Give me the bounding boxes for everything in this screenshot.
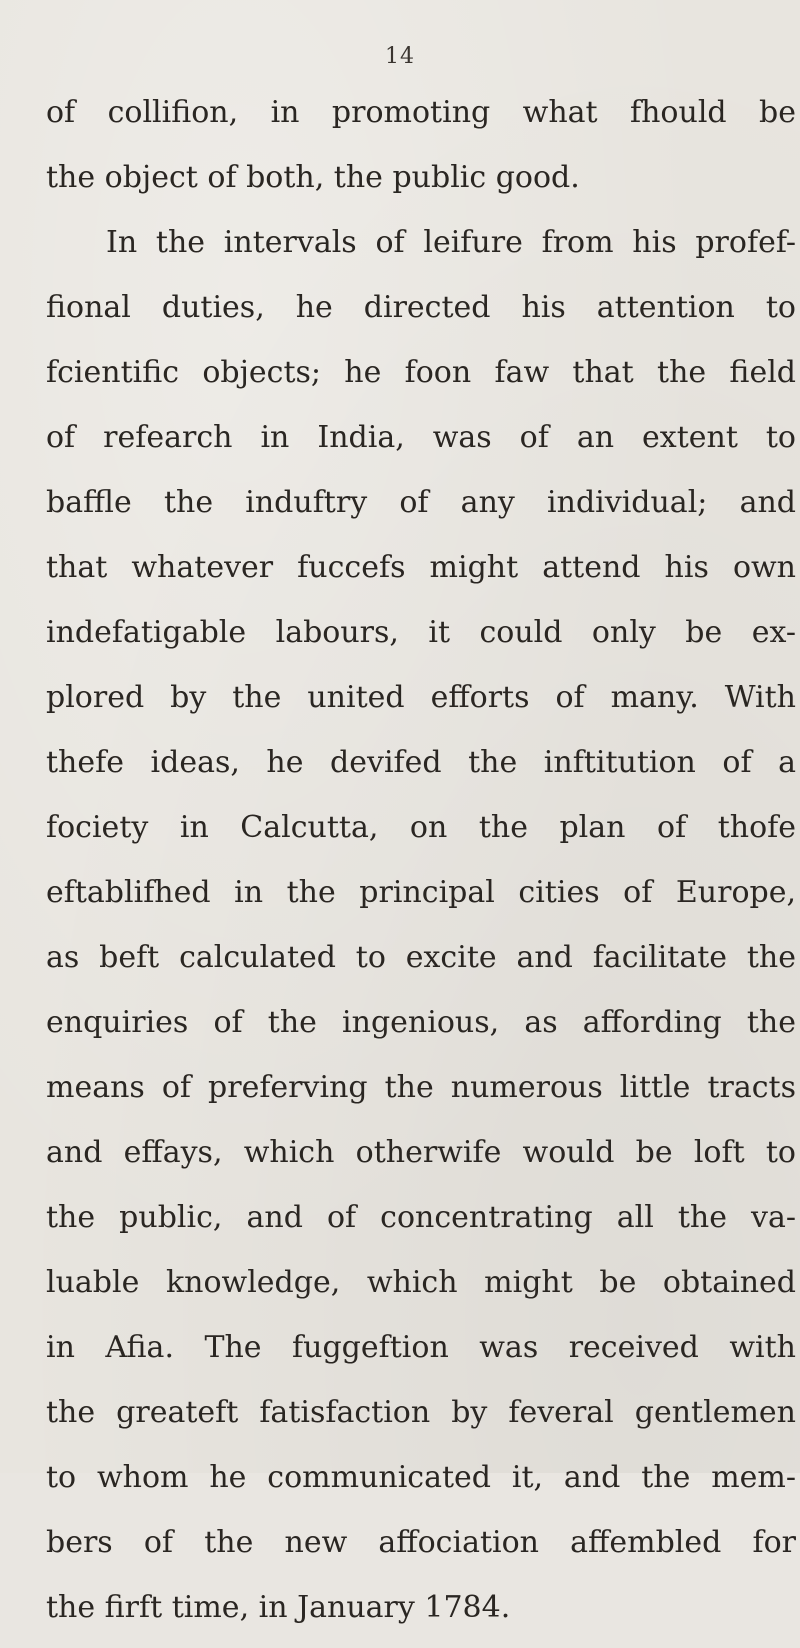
text-line: enquiries of the ingenious, as affording the [46,1005,796,1040]
text-line: of refearch in India, was of an extent to [46,420,796,455]
text-line: fociety in Calcutta, on the plan of thofe [46,810,796,845]
text-line: In the intervals of leifure from his profef- [106,225,796,260]
text-line: baffle the induftry of any individual; and [46,485,796,520]
page-number: 14 [385,44,415,69]
text-line: means of preferving the numerous little tracts [46,1070,796,1105]
text-line: bers of the new affociation affembled for [46,1525,796,1560]
text-line: in Afia. The fuggeftion was received with [46,1330,796,1365]
text-line: that whatever fuccefs might attend his own [46,550,796,585]
text-line: plored by the united efforts of many. With [46,680,796,715]
text-line: fcientific objects; he foon faw that the field [46,355,796,390]
text-line: fional duties, he directed his attention to [46,290,796,325]
text-line: luable knowledge, which might be obtained [46,1265,796,1300]
text-line: and effays, which otherwife would be loft to [46,1135,796,1170]
body-paragraph [46,88,796,1648]
text-line: the public, and of concentrating all the va- [46,1200,796,1235]
text-line: indefatigable labours, it could only be ex- [46,615,796,650]
text-line: thefe ideas, he devifed the inftitution of a [46,745,796,780]
text-line: of collifion, in promoting what fhould be [46,95,796,130]
text-line: the greateft fatisfaction by feveral gentlemen [46,1395,796,1430]
text-line: eftablifhed in the principal cities of Europe, [46,875,796,910]
text-line: the object of both, the public good. [46,160,580,195]
text-line: as beft calculated to excite and facilitate the [46,940,796,975]
text-line: the firft time, in January 1784. [46,1590,511,1625]
text-line: to whom he communicated it, and the mem- [46,1460,796,1495]
